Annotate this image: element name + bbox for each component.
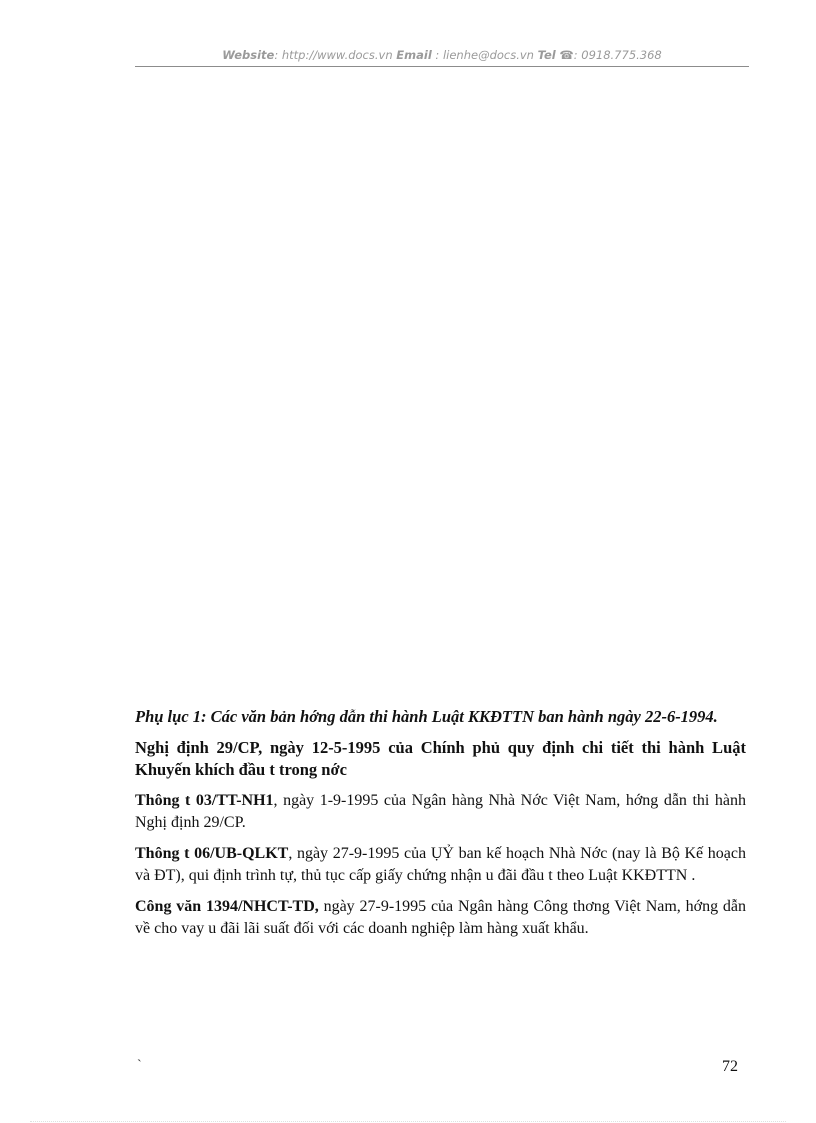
circular-03-paragraph bbox=[135, 790, 746, 834]
website-url: : http://www.docs.vn bbox=[274, 48, 393, 62]
page-header bbox=[135, 48, 749, 62]
page-number: 72 bbox=[722, 1058, 738, 1075]
tel-label: Tel bbox=[537, 48, 556, 62]
circular-06-paragraph bbox=[135, 843, 746, 887]
website-label: Website bbox=[222, 48, 275, 62]
email-label: Email bbox=[396, 48, 432, 62]
footer-mark: ` bbox=[137, 1058, 142, 1073]
email-address: : lienhe@docs.vn bbox=[435, 48, 534, 62]
header-divider bbox=[135, 66, 749, 67]
dispatch-1394-title: Công văn 1394/NHCT-TD, bbox=[135, 898, 319, 915]
tel-number: : 0918.775.368 bbox=[573, 48, 662, 62]
dispatch-1394-text: ngày 27-9-1995 của Ngân hàng Công thơng Việt Nam, hớng dẫn về cho vay u đãi lãi suất đối với các doanh nghiệp làm hàng xuất khẩu. bbox=[135, 898, 746, 937]
circular-03-title: Thông t 03/TT-NH1 bbox=[135, 792, 274, 809]
document-body bbox=[135, 704, 746, 949]
decree-paragraph: Nghị định 29/CP, ngày 12-5-1995 của Chính phủ quy định chi tiết thi hành Luật Khuyến khích đầu t trong nớc bbox=[135, 738, 746, 779]
circular-03-text: , ngày 1-9-1995 của Ngân hàng Nhà Nớc Việt Nam, hớng dẫn thi hành Nghị định 29/CP. bbox=[135, 792, 746, 831]
circular-06-text: , ngày 27-9-1995 của ỤỶ ban kế hoạch Nhà Nớc (nay là Bộ Kế hoạch và ĐT), qui định trình tự, thủ tục cấp giấy chứng nhận u đãi đầu t theo Luật KKĐTTN . bbox=[135, 845, 746, 884]
phone-icon: ☎ bbox=[559, 48, 574, 62]
bottom-border bbox=[30, 1121, 786, 1122]
appendix-heading: Phụ lục 1: Các văn bản hớng dẫn thi hành Luật KKĐTTN ban hành ngày 22-6-1994. bbox=[135, 707, 718, 726]
circular-06-title: Thông t 06/UB-QLKT bbox=[135, 845, 289, 862]
dispatch-1394-paragraph bbox=[135, 896, 746, 940]
